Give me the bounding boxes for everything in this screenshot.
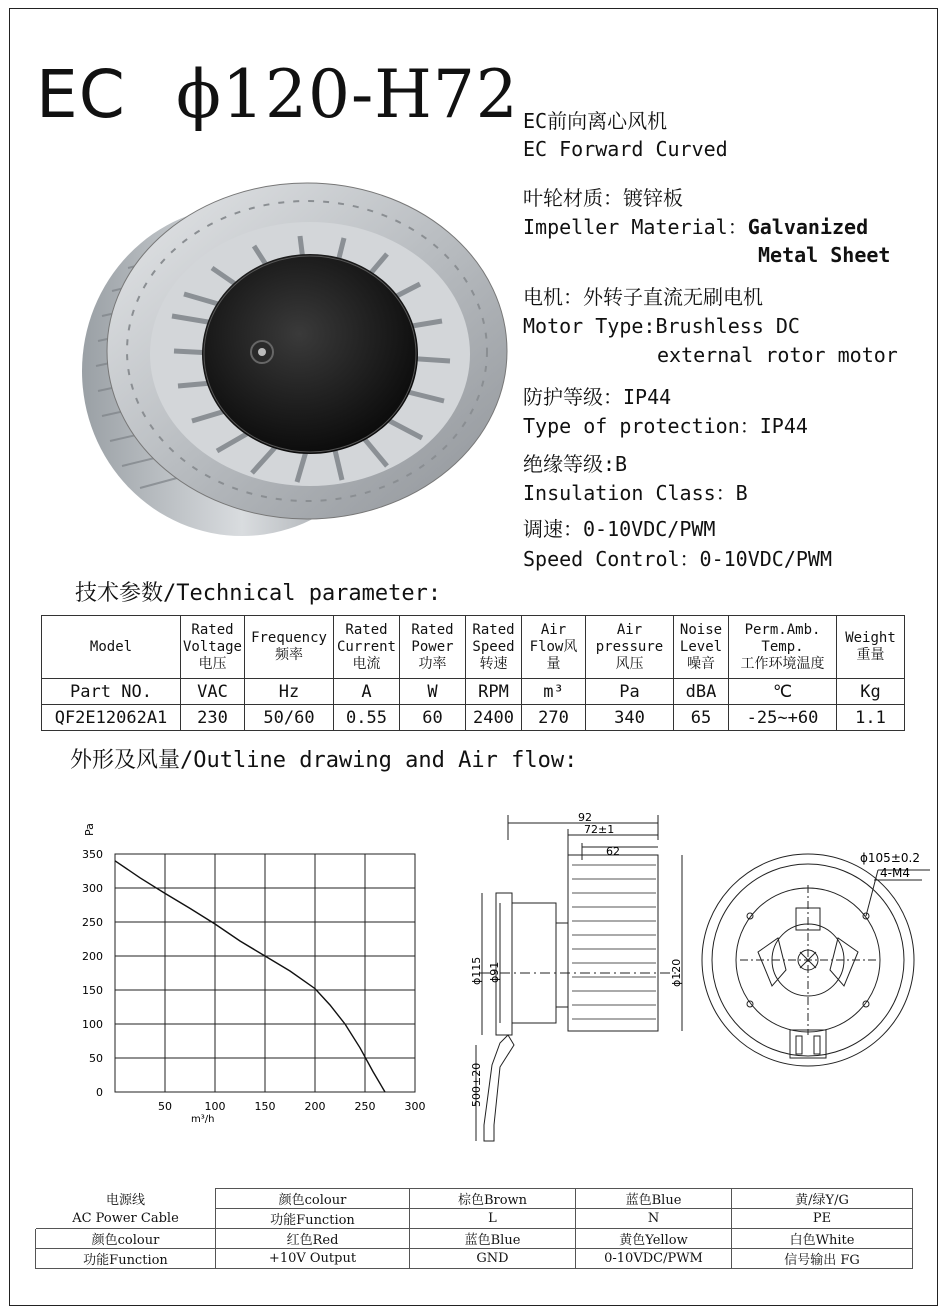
wire-cell: 蓝色Blue bbox=[576, 1189, 732, 1209]
chart-y-tick-label: 200 bbox=[82, 950, 103, 963]
tech-value-cell: 0.55 bbox=[334, 705, 400, 731]
tech-header-cell bbox=[334, 616, 400, 679]
wire-cell: N bbox=[576, 1209, 732, 1229]
air-flow-chart bbox=[75, 810, 435, 1140]
dim-72: 72±1 bbox=[584, 823, 615, 836]
tech-header-cell bbox=[837, 616, 905, 679]
wire-cell: 信号输出 FG bbox=[732, 1249, 913, 1269]
chart-x-axis-label: m³/h bbox=[191, 1114, 215, 1125]
tech-value-cell: 50/60 bbox=[245, 705, 334, 731]
chart-y-tick-label: 350 bbox=[82, 848, 103, 861]
tech-header-line: 电压 bbox=[198, 655, 227, 672]
dim-115: ϕ115 bbox=[470, 956, 483, 985]
tech-header-cell bbox=[522, 616, 586, 679]
tech-unit-cell: W bbox=[400, 679, 466, 705]
spec-impeller-cn: 叶轮材质：镀锌板 bbox=[523, 186, 683, 210]
tech-header-line: 重量 bbox=[856, 647, 885, 663]
spec-protection-cn: 防护等级：IP44 bbox=[523, 385, 672, 409]
chart-y-axis-label: Pa bbox=[83, 823, 96, 836]
tech-header-line: 工作环境温度 bbox=[740, 655, 825, 672]
tech-header-line: 电流 bbox=[352, 655, 381, 672]
spec-type-cn: EC前向离心风机 bbox=[523, 109, 668, 133]
tech-header-line: pressure bbox=[595, 638, 664, 655]
tech-header-row bbox=[42, 616, 905, 679]
wire-table bbox=[35, 1188, 913, 1269]
chart-y-tick-label: 300 bbox=[82, 882, 103, 895]
wire-label-3: 颜色colour bbox=[36, 1229, 216, 1249]
tech-header-line: Air bbox=[616, 621, 643, 638]
spec-protection-en: Type of protection：IP44 bbox=[523, 414, 808, 438]
tech-header-line: Power bbox=[411, 638, 454, 655]
dim-91: ϕ91 bbox=[488, 961, 501, 983]
dim-m4: 4-M4 bbox=[880, 866, 910, 880]
chart-x-tick-label: 50 bbox=[158, 1100, 172, 1113]
tech-header-line: 量 bbox=[546, 655, 561, 672]
tech-unit-cell: Pa bbox=[586, 679, 674, 705]
wire-label-1: 电源线 bbox=[36, 1189, 216, 1209]
tech-header-line: Flow风 bbox=[529, 638, 578, 655]
wire-cell: 红色Red bbox=[216, 1229, 410, 1249]
tech-header-line: 噪音 bbox=[687, 655, 715, 672]
tech-header-cell bbox=[729, 616, 837, 679]
tech-unit-cell: Kg bbox=[837, 679, 905, 705]
tech-heading: 技术参数/Technical parameter: bbox=[75, 581, 442, 606]
tech-header-line: Rated bbox=[345, 621, 388, 638]
chart-y-tick-label: 250 bbox=[82, 916, 103, 929]
dim-92: 92 bbox=[578, 811, 592, 824]
tech-unit-cell: Hz bbox=[245, 679, 334, 705]
wire-label-4: 功能Function bbox=[36, 1249, 216, 1269]
chart-x-tick-label: 100 bbox=[204, 1100, 226, 1113]
chart-y-tick-label: 50 bbox=[89, 1052, 103, 1065]
front-outline-drawing bbox=[700, 840, 940, 1090]
chart-x-tick-label: 300 bbox=[404, 1100, 426, 1113]
tech-header-line: Current bbox=[336, 638, 396, 655]
dim-62: 62 bbox=[606, 845, 620, 858]
tech-header-line: Rated bbox=[191, 621, 234, 638]
wire-row-3 bbox=[36, 1229, 913, 1249]
wire-cell: 黄色Yellow bbox=[576, 1229, 732, 1249]
tech-value-cell: 65 bbox=[674, 705, 729, 731]
tech-units-row bbox=[42, 679, 905, 705]
wire-cell: 蓝色Blue bbox=[410, 1229, 576, 1249]
fan-product-image bbox=[82, 176, 522, 546]
wire-cell: 白色White bbox=[732, 1229, 913, 1249]
dim-cable: 500±20 bbox=[470, 1062, 483, 1107]
tech-header-cell bbox=[181, 616, 245, 679]
chart-y-tick-label: 100 bbox=[82, 1018, 103, 1031]
tech-header-line: Rated bbox=[472, 621, 515, 638]
spec-impeller-value-2: Metal Sheet bbox=[758, 243, 891, 267]
wire-cell: PE bbox=[732, 1209, 913, 1229]
tech-unit-cell: A bbox=[334, 679, 400, 705]
tech-header-line: 风压 bbox=[615, 655, 644, 672]
spec-impeller-en bbox=[523, 217, 868, 237]
wire-cell: 0-10VDC/PWM bbox=[576, 1249, 732, 1269]
dim-105: ϕ105±0.2 bbox=[860, 851, 920, 865]
tech-unit-cell: ℃ bbox=[729, 679, 837, 705]
spec-insulation-cn: 绝缘等级:B bbox=[523, 452, 628, 476]
chart-x-tick-label: 200 bbox=[304, 1100, 326, 1113]
tech-value-cell: 60 bbox=[400, 705, 466, 731]
spec-insulation-en: Insulation Class：B bbox=[523, 481, 748, 505]
wire-row-4 bbox=[36, 1249, 913, 1269]
tech-header-line: Noise bbox=[679, 621, 723, 638]
tech-value-cell: 2400 bbox=[466, 705, 522, 731]
chart-series-line bbox=[115, 861, 385, 1092]
wire-cell: GND bbox=[410, 1249, 576, 1269]
title-prefix: EC bbox=[36, 56, 126, 133]
tech-value-cell: 1.1 bbox=[837, 705, 905, 731]
spec-motor-cn: 电机：外转子直流无刷电机 bbox=[523, 285, 763, 309]
chart-x-tick-label: 150 bbox=[254, 1100, 276, 1113]
wire-cell: 棕色Brown bbox=[410, 1189, 576, 1209]
dim-120: ϕ120 bbox=[670, 958, 683, 987]
wire-row-1 bbox=[36, 1189, 913, 1209]
spec-impeller-value: Galvanized bbox=[747, 215, 869, 239]
tech-unit-cell: m³ bbox=[522, 679, 586, 705]
tech-header-cell bbox=[245, 616, 334, 679]
title-model: ϕ120-H72 bbox=[176, 56, 519, 133]
tech-values-row bbox=[42, 705, 905, 731]
spec-motor-en-1: Motor Type:Brushless DC bbox=[523, 314, 800, 338]
tech-header-line: 转速 bbox=[479, 655, 508, 672]
wire-row-2 bbox=[36, 1209, 913, 1229]
outline-heading: 外形及风量/Outline drawing and Air flow: bbox=[70, 748, 578, 773]
wire-cell: 颜色colour bbox=[216, 1189, 410, 1209]
spec-speed-cn: 调速：0-10VDC/PWM bbox=[523, 517, 716, 541]
tech-unit-cell: VAC bbox=[181, 679, 245, 705]
tech-unit-cell: dBA bbox=[674, 679, 729, 705]
tech-header-line: Perm.Amb. bbox=[744, 621, 821, 638]
tech-header-line: Frequency bbox=[251, 630, 327, 646]
tech-value-cell: 340 bbox=[586, 705, 674, 731]
tech-header-cell bbox=[42, 616, 181, 679]
spec-type-en: EC Forward Curved bbox=[523, 137, 728, 161]
page-title bbox=[36, 56, 519, 133]
wire-label-2: AC Power Cable bbox=[36, 1209, 216, 1229]
tech-header-line: Model bbox=[89, 638, 133, 655]
tech-header-line: Weight bbox=[845, 630, 896, 646]
wire-cell: 黄/绿Y/G bbox=[732, 1189, 913, 1209]
tech-table bbox=[41, 615, 905, 731]
tech-header-line: Air bbox=[540, 621, 567, 638]
chart-y-tick-label: 0 bbox=[96, 1086, 103, 1099]
tech-header-cell bbox=[586, 616, 674, 679]
tech-value-cell: 270 bbox=[522, 705, 586, 731]
tech-header-cell bbox=[674, 616, 729, 679]
wire-cell: 功能Function bbox=[216, 1209, 410, 1229]
tech-value-cell: 230 bbox=[181, 705, 245, 731]
tech-unit-cell: RPM bbox=[466, 679, 522, 705]
tech-header-line: Voltage bbox=[182, 638, 242, 655]
tech-header-line: Rated bbox=[411, 621, 454, 638]
chart-y-tick-label: 150 bbox=[82, 984, 103, 997]
tech-value-cell: -25~+60 bbox=[729, 705, 837, 731]
tech-value-cell: QF2E12062A1 bbox=[42, 705, 181, 731]
spec-impeller-label: Impeller Material： bbox=[523, 215, 748, 239]
spec-motor-en-2: external rotor motor bbox=[657, 343, 898, 367]
tech-header-line: Temp. bbox=[761, 638, 804, 655]
tech-header-line: Speed bbox=[472, 638, 515, 655]
tech-header-cell bbox=[400, 616, 466, 679]
chart-x-tick-label: 250 bbox=[354, 1100, 376, 1113]
spec-speed-en: Speed Control：0-10VDC/PWM bbox=[523, 547, 832, 571]
tech-header-line: Level bbox=[679, 638, 723, 655]
wire-cell: +10V Output bbox=[216, 1249, 410, 1269]
tech-header-line: 功率 bbox=[418, 655, 447, 672]
side-outline-drawing bbox=[460, 805, 700, 1150]
wire-cell: L bbox=[410, 1209, 576, 1229]
tech-header-cell bbox=[466, 616, 522, 679]
tech-unit-cell: Part NO. bbox=[42, 679, 181, 705]
tech-header-line: 频率 bbox=[275, 647, 303, 663]
